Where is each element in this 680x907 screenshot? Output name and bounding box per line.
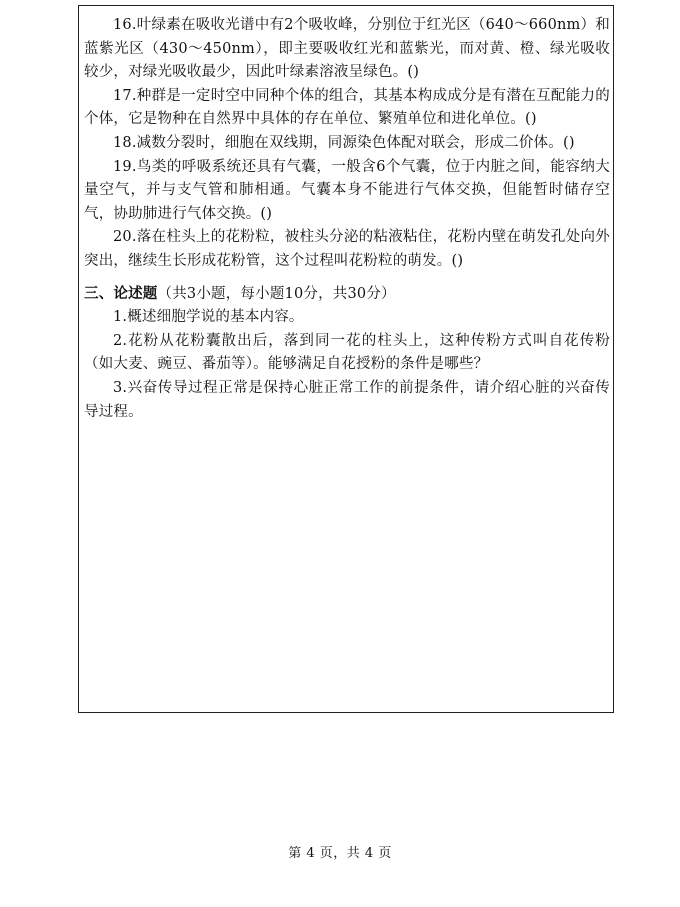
section-title: 三、论述题: [84, 284, 158, 302]
question-20: 20.落在柱头上的花粉粒，被柱头分泌的粘液粘住，花粉内壁在萌发孔处向外突出，继续生长形成花粉管，这个过程叫花粉粒的萌发。(): [84, 229, 610, 269]
essay-question-3: 3.兴奋传导过程正常是保持心脏正常工作的前提条件，请介绍心脏的兴奋传导过程。: [84, 379, 610, 420]
page-footer: 第 4 页，共 4 页: [288, 846, 392, 861]
essay-question-2: 2.花粉从花粉囊散出后，落到同一花的柱头上，这种传粉方式叫自花传粉（如大麦、豌豆、番茄等）。能够满足自花授粉的条件是哪些？: [84, 332, 610, 373]
section-heading: [84, 282, 610, 307]
page-content: [84, 14, 610, 424]
question-18: 18.减数分裂时，细胞在双线期，同源染色体配对联会，形成二价体。(): [113, 134, 575, 151]
question-19: 19.鸟类的呼吸系统还具有气囊，一般含6个气囊，位于内脏之间，能容纳大量空气，并与支气管和肺相通。气囊本身不能进行气体交换，但能暂时储存空气，协助肺进行气体交换。(): [84, 158, 610, 222]
question-16: 16.叶绿素在吸收光谱中有2个吸收峰，分别位于红光区（640～660nm）和蓝紫光区（430～450nm），即主要吸收红光和蓝紫光，而对黄、橙、绿光吸收较少，对绿光吸收最少，因此叶绿素溶液呈绿色。(): [84, 17, 610, 81]
question-17: 17.种群是一定时空中同种个体的组合，其基本构成成分是有潜在互配能力的个体，它是物种在自然界中具体的存在单位、繁殖单位和进化单位。(): [84, 87, 610, 128]
section-note: （共3小题，每小题10分，共30分）: [157, 285, 396, 302]
essay-question-1: 1.概述细胞学说的基本内容。: [113, 309, 304, 326]
